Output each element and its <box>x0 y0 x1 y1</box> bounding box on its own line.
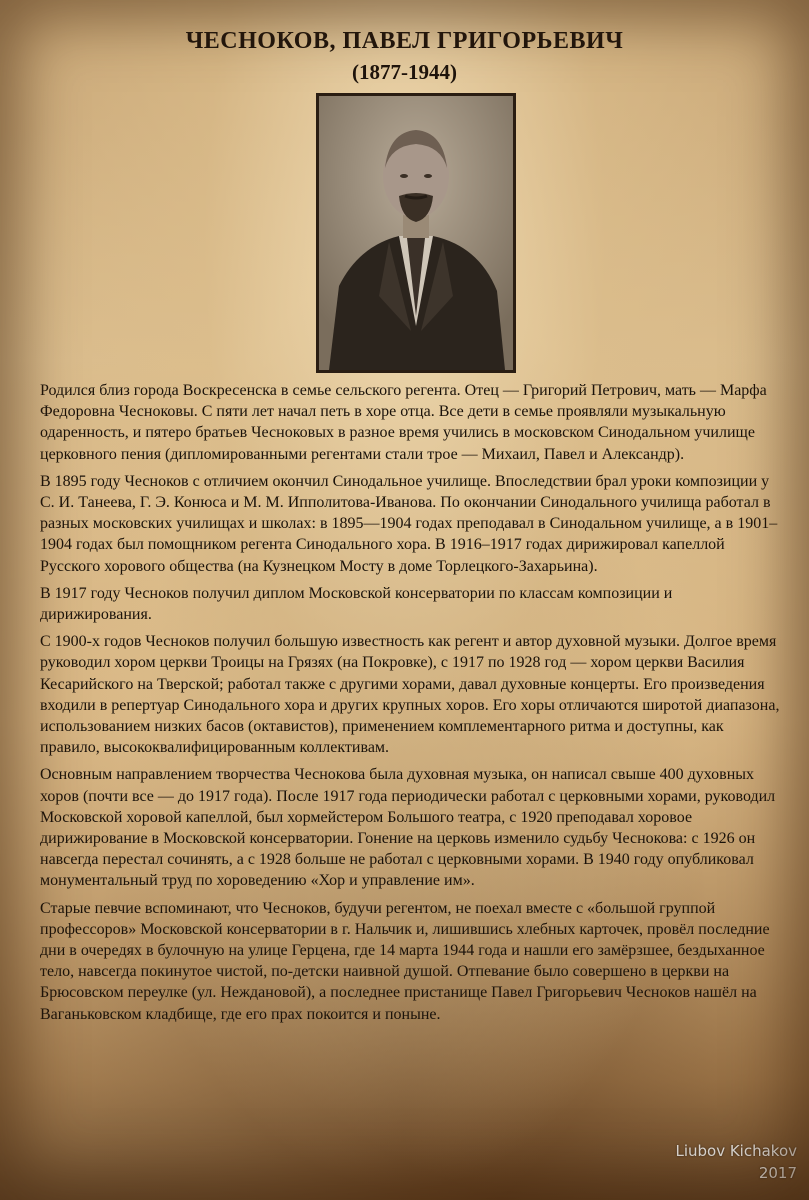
paragraph: Основным направлением творчества Чеснокова была духовная музыка, он написал свыше 400 духовных хоров (почти все — до 1917 года). После 1917 года периодически работал с церковными хорами, руководил Московской хоровой капеллой, был хормейстером Большого театра, с 1920 преподавал хоровое дирижирование в Московской консерватории. Гонение на церковь изменило судьбу Чеснокова: с 1926 он навсегда перестал сочинять, а с 1928 больше не работал с церковными хорами. В 1940 году опубликовал монументальный труд по хороведению «Хор и управление им». <box>40 766 776 890</box>
photographer-watermark <box>675 1140 797 1184</box>
paragraph: В 1917 году Чесноков получил диплом Московской консерватории по классам композиции и дирижирования. <box>40 584 673 624</box>
page-title: ЧЕСНОКОВ, ПАВЕЛ ГРИГОРЬЕВИЧ <box>185 28 624 54</box>
portrait-photo <box>316 93 516 373</box>
biography-text <box>40 380 785 1031</box>
paragraph: В 1895 году Чесноков с отличием окончил Синодальное училище. Впоследствии брал уроки композиции у С. И. Танеева, Г. Э. Конюса и М. М. Ипполитова-Иванова. По окончании Синодального училища работал в разных московских училищах и школах: в 1895—1904 годах преподавал в Синодальном училище, а в 1901–1904 годах был помощником регента Синодального хора. В 1916–1917 годах дирижировал капеллой Русского хорового общества (на Кузнецком Мосту в доме Торлецкого-Захарьина). <box>40 472 778 575</box>
portrait-photo-icon <box>319 96 513 370</box>
life-years: (1877-1944) <box>352 60 457 84</box>
watermark-year: 2017 <box>758 1164 797 1182</box>
paragraph: С 1900-х годов Чесноков получил большую известность как регент и автор духовной музыки. Долгое время руководил хором церкви Троицы на Грязях (на Покровке), с 1917 по 1928 год — хором церкви Василия Кесарийского на Тверской; работал также с другими хорами, давал духовные концерты. Его произведения входили в репертуар Синодального хора и других крупных хоров. Его хоры отличаются широтой диапазона, использованием низких басов (октавистов), применением комплементарного ритма и доступны, как правило, высококвалифицированным коллективам. <box>40 633 780 757</box>
paragraph: Старые певчие вспоминают, что Чесноков, будучи регентом, не поехал вместе с «большой группой профессоров» Московской консерватории в г. Нальчик и, лишившись хлебных карточек, провёл последние дни в очередях в булочную на улице Герцена, где 14 марта 1944 года и нашли его замёрзшее, бездыханное тело, навсегда покинутое чистой, по-детски наивной душой. Отпевание было совершено в церкви на Брюсовском переулке (ул. Неждановой), а последнее пристанище Павел Григорьевич Чесноков нашёл на Ваганьковском кладбище, где его прах покоится и поныне. <box>40 899 770 1023</box>
watermark-author: Liubov Kichakov <box>675 1142 797 1160</box>
paragraph: Родился близ города Воскресенска в семье сельского регента. Отец — Григорий Петрович, мать — Марфа Федоровна Чесноковы. С пяти лет начал петь в хоре отца. Все дети в семье проявляли музыкальную одаренность, и пятеро братьев Чесноковых в разное время учились в московском Синодальном училище церковного пения (дипломированными регентами стали трое — Михаил, Павел и Александр). <box>40 382 767 463</box>
